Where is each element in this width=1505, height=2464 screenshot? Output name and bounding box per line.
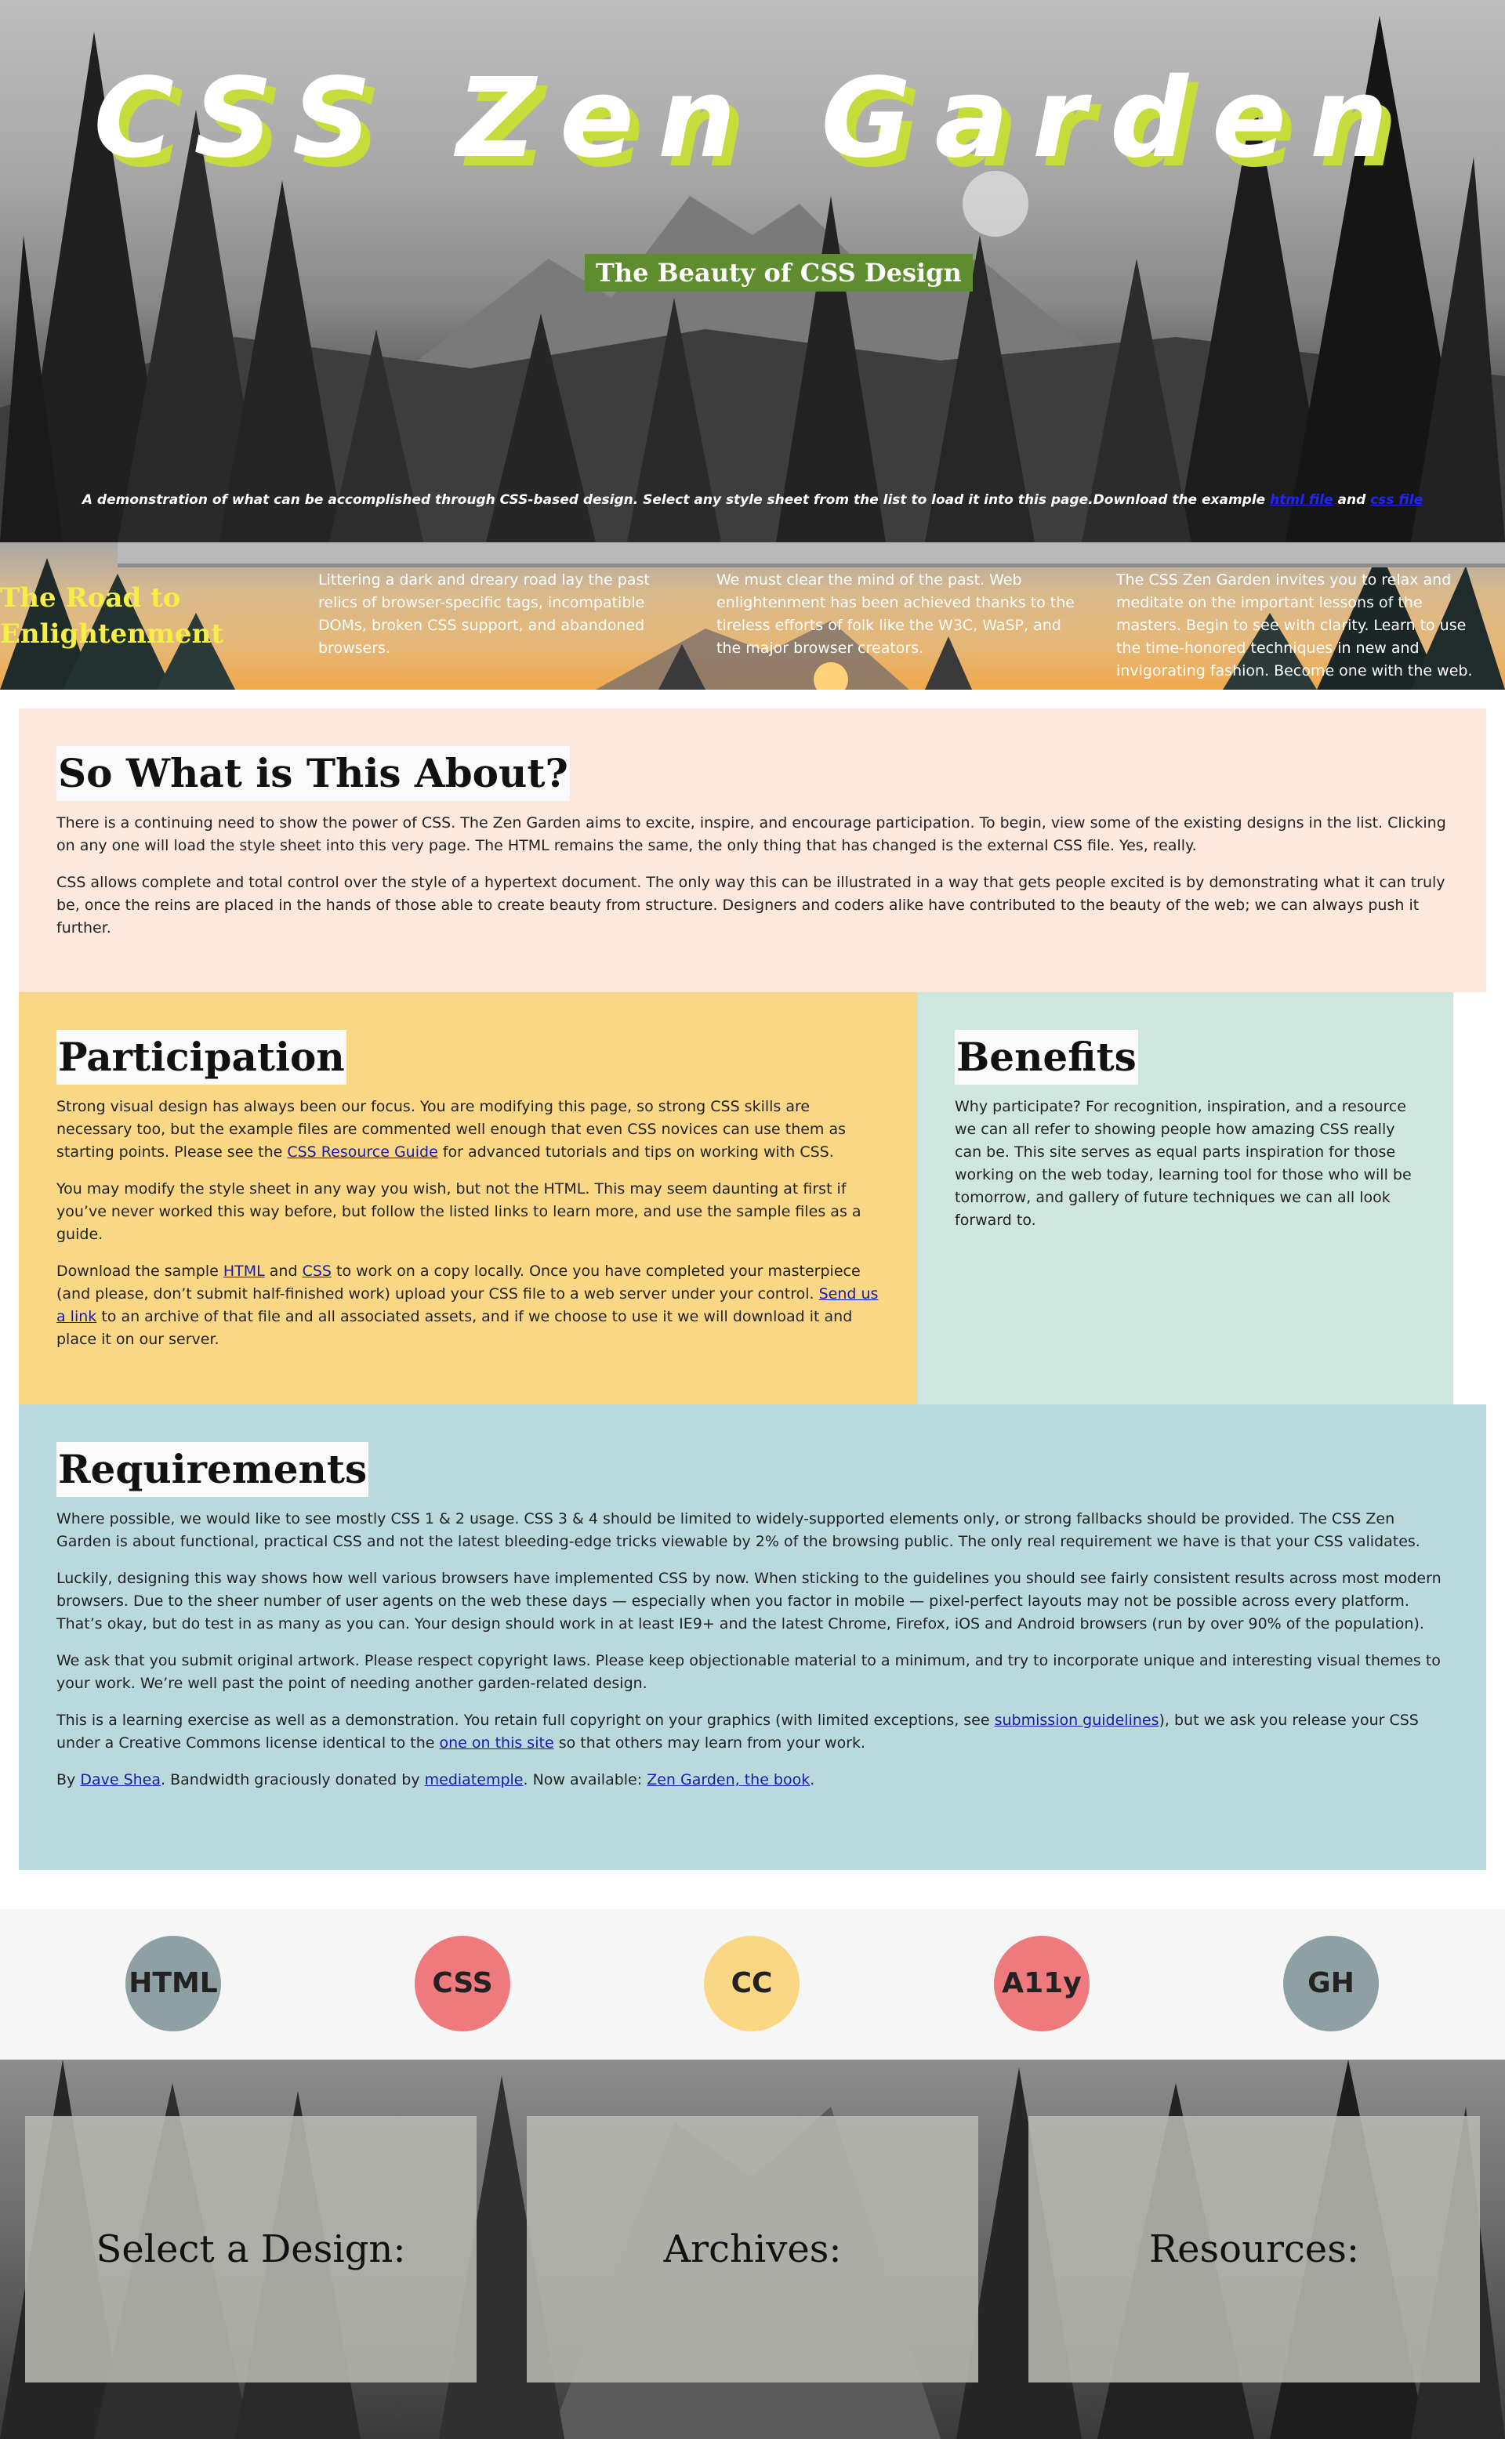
credits-end: . (810, 1771, 815, 1788)
requirements-p4-text-c: so that others may learn from your work. (558, 1734, 866, 1752)
credits-by: By (56, 1771, 76, 1788)
participation-p3-text-a: Download the sample (56, 1263, 219, 1280)
participation-paragraph-1 (56, 1096, 879, 1164)
a11y-badge-link[interactable]: A11y (994, 1936, 1090, 2031)
demo-text: A demonstration of what can be accomplished through CSS-based design. Select any style sheet from the list to load it into this page.Download the example (82, 492, 1266, 508)
road-title-line2: Enlightenment (0, 618, 224, 650)
sample-css-link[interactable]: CSS (302, 1263, 332, 1280)
road-title-line1: The Road to (0, 582, 181, 614)
about-heading: So What is This About? (56, 746, 570, 801)
site-title: CSS Zen Garden (93, 55, 1412, 183)
archives-card[interactable]: Archives: (527, 2116, 978, 2382)
select-design-card[interactable]: Select a Design: (25, 2116, 477, 2382)
participation-p1-text-b: for advanced tutorials and tips on working with CSS. (442, 1143, 834, 1161)
band-text-1: Littering a dark and dreary road lay the past relics of browser-specific tags, incompatible DOMs, broken CSS support, and abandoned browsers. (318, 571, 650, 657)
requirements-p4-text-a: This is a learning exercise as well as a demonstration. You retain full copyright on your graphics (with limited exceptions, see (56, 1712, 990, 1729)
tech-badges (0, 1909, 1505, 2060)
participation-paragraph-3 (56, 1260, 879, 1351)
about-section (19, 708, 1486, 992)
author-link[interactable]: Dave Shea (80, 1771, 161, 1788)
requirements-paragraph-3: We ask that you submit original artwork. Please respect copyright laws. Please keep objectionable material to a minimum, and try to incorporate unique and interesting visual themes to your work. We’re well past the point of needing another garden-related design. (56, 1652, 1441, 1692)
about-paragraph-2: CSS allows complete and total control over the style of a hypertext document. The only way this can be illustrated in a way that gets people excited is by demonstrating what it can truly be, once the reins are placed in the hands of those able to create beauty from structure. Designers and coders alike have contributed to the beauty of the web; we can always push it further. (56, 874, 1445, 937)
requirements-paragraph-2: Luckily, designing this way shows how well various browsers have implemented CSS by now. When sticking to the guidelines you should see fairly consistent results across most modern browsers. Due to the sheer number of user agents on the web these days — especially when you factor in mobile — pixel-perfect layouts may not be possible across every platform. That’s okay, but do test in as many as you can. Your design should work in at least IE9+ and the latest Chrome, Firefox, iOS and Android browsers (run by over 90% of the population). (56, 1570, 1442, 1632)
demo-and: and (1337, 492, 1366, 508)
road-title (0, 580, 259, 652)
requirements-paragraph-4 (56, 1709, 1449, 1755)
host-link[interactable]: mediatemple (424, 1771, 524, 1788)
benefits-paragraph: Why participate? For recognition, inspiration, and a resource we can all refer to showing people how amazing CSS really can be. This site serves as equal parts inspiration for those working on the web today, learning tool for those who will be tomorrow, and gallery of future techniques we can all look forward to. (955, 1098, 1412, 1229)
requirements-paragraph-5 (56, 1769, 1449, 1792)
send-us-a-link[interactable]: Send us a link (56, 1285, 879, 1325)
resources-card[interactable]: Resources: (1028, 2116, 1480, 2382)
participation-heading: Participation (56, 1030, 346, 1085)
css-file-link[interactable]: css file (1370, 492, 1423, 508)
license-link[interactable]: one on this site (439, 1734, 554, 1752)
participation-paragraph-2: You may modify the style sheet in any way you wish, but not the HTML. This may seem daunting at first if you’ve never worked this way before, but follow the listed links to learn more, and use the sample files as a guide. (56, 1180, 861, 1243)
site-tagline: The Beauty of CSS Design (585, 254, 973, 292)
benefits-heading: Benefits (955, 1030, 1138, 1085)
enlightenment-band (0, 542, 1505, 690)
participation-p3-text-c: to an archive of that file and all associated assets, and if we choose to use it we will download it and place it on our server. (56, 1308, 853, 1348)
demo-intro (0, 492, 1505, 508)
credits-bandwidth: . Bandwidth graciously donated by (161, 1771, 420, 1788)
submission-guidelines-link[interactable]: submission guidelines (994, 1712, 1159, 1729)
participation-p3-text-b: to work on a copy locally. Once you have completed your masterpiece (and please, don’t submit half-finished work) upload your CSS file to a web server under your control. (56, 1263, 861, 1303)
participation-section (19, 992, 917, 1404)
sample-html-link[interactable]: HTML (223, 1263, 265, 1280)
participation-p3-and: and (269, 1263, 298, 1280)
requirements-p4-text-b: ), but we ask you release your CSS under a Creative Commons license identical to the (56, 1712, 1419, 1752)
footer-section (0, 2060, 1505, 2439)
band-text-3: The CSS Zen Garden invites you to relax and meditate on the important lessons of the masters. Begin to see with clarity. Learn to use the time-honored techniques in new and invigorating fashion. Become one with the web. (1116, 571, 1473, 679)
gh-badge-link[interactable]: GH (1283, 1936, 1379, 2031)
band-text-2: We must clear the mind of the past. Web enlightenment has been achieved thanks to the tireless efforts of folk like the W3C, WaSP, and the major browser creators. (716, 571, 1075, 657)
css-resource-guide-link[interactable]: CSS Resource Guide (287, 1143, 438, 1161)
cc-badge-link[interactable]: CC (704, 1936, 800, 2031)
about-paragraph-1: There is a continuing need to show the power of CSS. The Zen Garden aims to excite, inspire, and encourage participation. To begin, view some of the existing designs in the list. Clicking on any one will load the style sheet into this very page. The HTML remains the same, the only thing that has changed is the external CSS file. Yes, really. (56, 814, 1446, 854)
book-link[interactable]: Zen Garden, the book (647, 1771, 811, 1788)
requirements-section (19, 1404, 1486, 1870)
requirements-paragraph-1: Where possible, we would like to see mostly CSS 1 & 2 usage. CSS 3 & 4 should be limited to widely-supported elements only, or strong fallbacks should be provided. The CSS Zen Garden is about functional, practical CSS and not the latest bleeding-edge tricks viewable by 2% of the browsing public. The only real requirement we have is that your CSS validates. (56, 1510, 1420, 1550)
credits-available: . Now available: (523, 1771, 643, 1788)
html-file-link[interactable]: html file (1270, 492, 1333, 508)
css-badge-link[interactable]: CSS (415, 1936, 510, 2031)
hero-header (0, 0, 1505, 542)
requirements-heading: Requirements (56, 1442, 368, 1497)
html-badge-link[interactable]: HTML (125, 1936, 221, 2031)
benefits-section (917, 992, 1453, 1404)
participation-p1-text-a: Strong visual design has always been our focus. You are modifying this page, so strong CSS skills are necessary too, but the example files are commented well enough that even CSS novices can use them as starting points. Please see the (56, 1098, 847, 1161)
band-top-divider (118, 542, 1505, 567)
